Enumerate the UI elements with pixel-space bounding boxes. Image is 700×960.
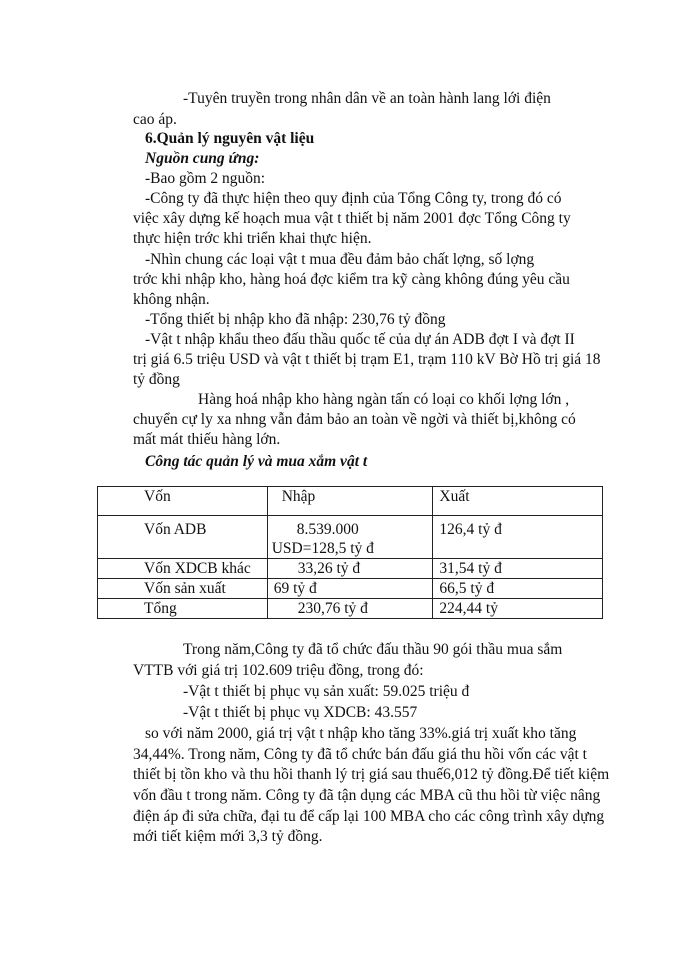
text-line: mất mát thiếu hàng lớn. <box>133 431 281 448</box>
cell-nhap: 69 tỷ đ <box>267 579 433 599</box>
text-line: thiết bị tồn kho và thu hồi thanh lý trị giá sau thuế6,012 tỷ đồng.Để tiết kiệm <box>133 766 610 783</box>
header-nhap: Nhập <box>267 487 433 516</box>
cell-nhap <box>267 516 433 559</box>
text-line: tỷ đồng <box>133 371 180 388</box>
text-line: mới tiết kiệm mới 3,3 tỷ đồng. <box>133 828 323 845</box>
table-row <box>98 516 603 559</box>
text-line: VTTB với giá trị 102.609 triệu đồng, trong đó: <box>133 662 424 679</box>
text-line: vốn đầu t trong năm. Công ty đã tận dụng các MBA cũ thu hồi từ việc nâng <box>133 787 601 804</box>
text-line: thực hiện trớc khi triển khai thực hiện. <box>133 230 372 247</box>
header-xuat: Xuất <box>433 487 603 516</box>
text-line: cao áp. <box>133 111 177 128</box>
text-line: không nhận. <box>133 291 210 308</box>
text-line: -Tổng thiết bị nhập kho đã nhập: 230,76 tỷ đồng <box>145 311 446 328</box>
text-line: -Vật t nhập khẩu theo đấu thầu quốc tế của dự án ADB đợt I và đợt II <box>145 331 575 348</box>
text-line: -Bao gồm 2 nguồn: <box>145 170 266 187</box>
cell-xuat: 66,5 tỷ đ <box>433 579 603 599</box>
text-line: việc xây dựng kế hoạch mua vật t thiết bị năm 2001 đợc Tổng Công ty <box>133 210 571 227</box>
cell-nhap-line1: 8.539.000 <box>296 521 359 538</box>
text-line: điện áp đi sửa chữa, đại tu để cấp lại 100 MBA cho các công trình xây dựng <box>133 808 605 825</box>
table-row <box>98 579 603 599</box>
cell-nhap: 33,26 tỷ đ <box>267 559 433 579</box>
table-header-row <box>98 487 603 516</box>
text-line: so với năm 2000, giá trị vật t nhập kho tăng 33%.giá trị xuất kho tăng <box>145 725 577 742</box>
capital-table <box>97 486 603 619</box>
cell-xuat: 224,44 tỷ <box>433 599 603 619</box>
cell-von: Vốn XDCB khác <box>98 559 268 579</box>
cell-xuat: 126,4 tỷ đ <box>433 516 603 559</box>
table-row <box>98 599 603 619</box>
section-heading: 6.Quản lý nguyên vật liệu <box>145 130 315 147</box>
table-row <box>98 559 603 579</box>
text-line: -Vật t thiết bị phục vụ XDCB: 43.557 <box>183 704 418 721</box>
text-line: trị giá 6.5 triệu USD và vật t thiết bị trạm E1, trạm 110 kV Bờ Hồ trị giá 18 <box>133 351 601 368</box>
cell-nhap: 230,76 tỷ đ <box>267 599 433 619</box>
text-line: -Vật t thiết bị phục vụ sản xuất: 59.025 triệu đ <box>183 683 470 700</box>
header-von: Vốn <box>98 487 268 516</box>
text-line: -Nhìn chung các loại vật t mua đều đảm bảo chất lợng, số lợng <box>145 251 535 268</box>
cell-nhap-line2: USD=128,5 tỷ đ <box>271 540 374 557</box>
cell-von: Vốn ADB <box>98 516 268 559</box>
text-line: trớc khi nhập kho, hàng hoá đợc kiểm tra kỹ càng không đúng yêu cầu <box>133 271 570 288</box>
text-line: 34,44%. Trong năm, Công ty đã tổ chức bán đấu giá thu hồi vốn các vật t <box>133 746 587 763</box>
subheading: Nguồn cung ứng: <box>145 150 260 167</box>
text-line: Trong năm,Công ty đã tổ chức đấu thầu 90 gói thầu mua sắm <box>183 641 563 658</box>
text-line: -Công ty đã thực hiện theo quy định của Tổng Công ty, trong đó có <box>145 190 562 207</box>
cell-von: Vốn sản xuất <box>98 579 268 599</box>
text-line: -Tuyên truyền trong nhân dân về an toàn hành lang lới điện <box>183 90 551 107</box>
cell-von: Tổng <box>98 599 268 619</box>
text-line: chuyển cự ly xa nhng vẫn đảm bảo an toàn về ngời và thiết bị,không có <box>133 411 576 428</box>
cell-xuat: 31,54 tỷ đ <box>433 559 603 579</box>
text-line: Hàng hoá nhập kho hàng ngàn tấn có loại co khối lợng lớn , <box>198 391 570 408</box>
table-caption: Công tác quản lý và mua xắm vật t <box>145 453 368 470</box>
